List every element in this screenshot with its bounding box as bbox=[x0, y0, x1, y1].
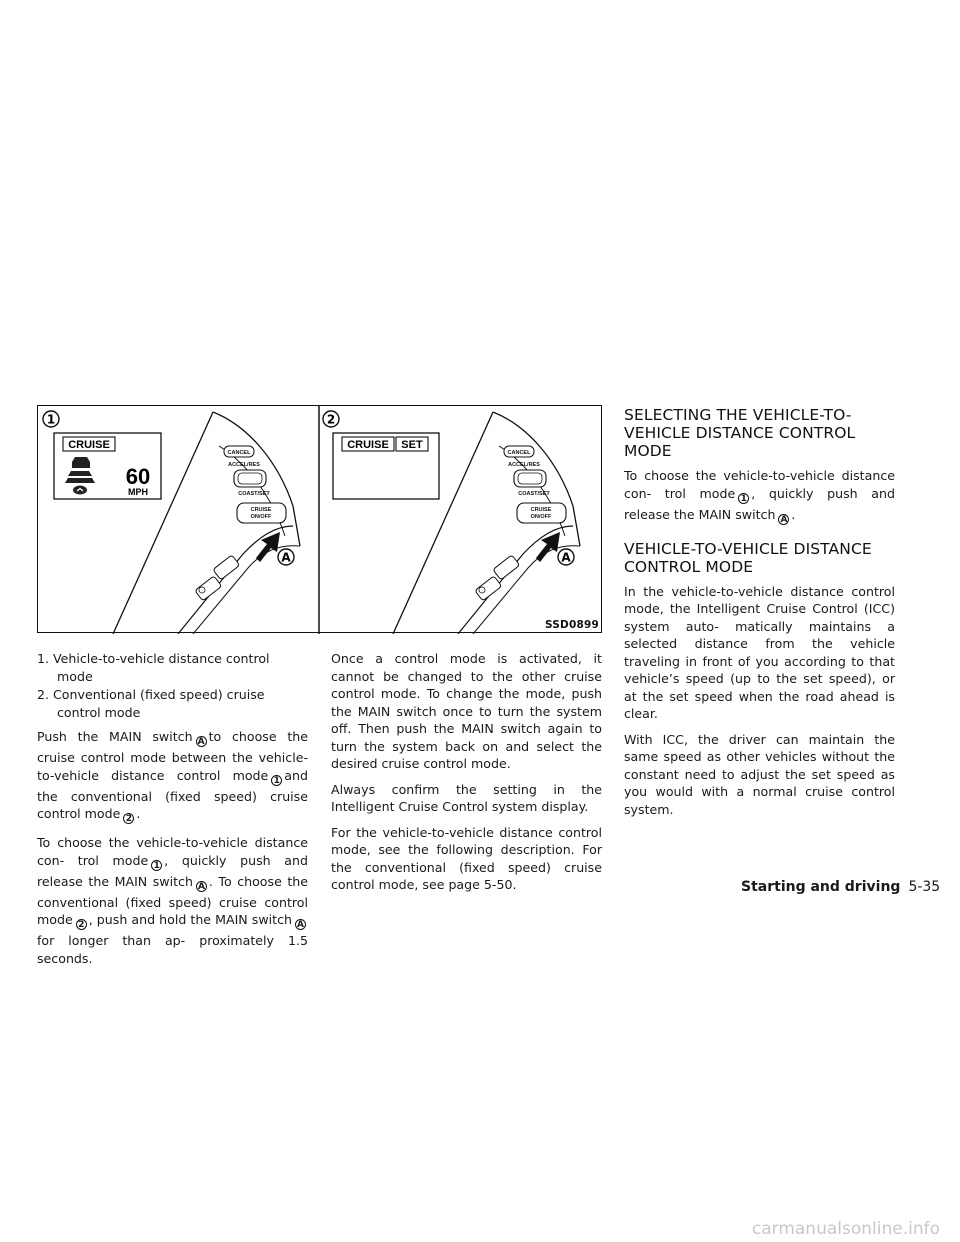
callout-1-marker: 1 bbox=[270, 774, 283, 788]
section-name: Starting and driving bbox=[741, 879, 901, 895]
svg-text:CRUISE: CRUISE bbox=[530, 507, 552, 513]
column-3 bbox=[624, 406, 895, 826]
paragraph: Always confirm the setting in the Intelligent Cruise Control system display. bbox=[331, 781, 602, 814]
paragraph: In the vehicle-to-vehicle distance control mode, the Intelligent Cruise Control (ICC) system auto- matically maintains a selected distance from the vehicle traveling in front of you according to that vehicle’s speed (up to the set speed), or at the set speed when the road ahead is clear. bbox=[624, 583, 895, 721]
paragraph: For the vehicle-to-vehicle distance control mode, see the following description. For the conventional (fixed speed) cruise control mode, see page 5-50. bbox=[331, 824, 602, 892]
page-footer bbox=[741, 879, 941, 895]
paragraph: Push the MAIN switch A to choose the cruise control mode between the vehicle-to-vehicle distance control mode 1 and the conventional (fixed speed) cruise control mode 2 . bbox=[37, 729, 308, 824]
page-number: 5-35 bbox=[908, 879, 941, 895]
paragraph: To choose the vehicle-to-vehicle distance con- trol mode 1 , quickly push and release the MAIN switch A . bbox=[624, 468, 895, 525]
figure-illustration bbox=[38, 406, 603, 634]
svg-text:ACCEL/RES: ACCEL/RES bbox=[508, 462, 540, 468]
callout-1-marker: 1 bbox=[737, 492, 750, 506]
vehicle-ahead-icon bbox=[72, 457, 90, 468]
callout-a-2: A bbox=[561, 550, 571, 565]
callout-a-marker: A bbox=[777, 513, 790, 527]
mode-list bbox=[37, 650, 308, 721]
svg-text:COAST/SET: COAST/SET bbox=[518, 491, 550, 497]
panel-1 bbox=[43, 411, 300, 634]
figure-code: SSD0899 bbox=[545, 619, 599, 631]
section-heading: VEHICLE-TO-VEHICLE DISTANCE CONTROL MODE bbox=[624, 539, 872, 576]
list-item: 2. Conventional (fixed speed) cruise control mode bbox=[37, 687, 265, 720]
watermark: carmanualsonline.info bbox=[751, 1219, 940, 1239]
paragraph: With ICC, the driver can maintain the same speed as other vehicles without the constant need to adjust the set speed as you would with a normal cruise control system. bbox=[624, 731, 895, 817]
callout-1-marker: 1 bbox=[150, 859, 163, 873]
callout-2-marker: 2 bbox=[75, 918, 88, 932]
distance-bar-icon bbox=[68, 471, 92, 476]
paragraph: To choose the vehicle-to-vehicle distance con- trol mode 1 , quickly push and release the MAIN switch A . To choose the conventional (fixed speed) cruise control mode 2 , push and hold the MAIN switch Afor longer than ap- proximately 1.5 seconds. bbox=[37, 835, 308, 966]
callout-2-marker: 2 bbox=[122, 812, 135, 826]
panel-2 bbox=[323, 411, 580, 634]
paragraph: Once a control mode is activated, it cannot be changed to the other cruise control mode. To change the mode, push the MAIN switch once to turn the system off. Then push the MAIN switch again to turn the system back on and select the desired cruise control mode. bbox=[331, 651, 602, 771]
accel-switch-label: ACCEL/RES bbox=[228, 462, 260, 468]
display-speed: 60 bbox=[125, 464, 151, 489]
panel-2-number: 2 bbox=[326, 412, 336, 427]
coast-switch-label: COAST/SET bbox=[238, 491, 270, 497]
cancel-switch-label: CANCEL bbox=[227, 450, 251, 456]
panel-1-number: 1 bbox=[46, 412, 56, 427]
section-heading: SELECTING THE VEHICLE-TO-VEHICLE DISTANCE CONTROL MODE bbox=[624, 406, 856, 460]
svg-text:CANCEL: CANCEL bbox=[507, 450, 531, 456]
press-arrow-icon-2 bbox=[536, 532, 560, 562]
cruise-switch-label: CRUISE bbox=[250, 507, 272, 513]
callout-a-marker: A bbox=[195, 735, 208, 749]
display-cruise-label-2: CRUISE bbox=[347, 439, 389, 451]
callout-a-marker: A bbox=[195, 880, 208, 894]
column-1 bbox=[37, 650, 308, 975]
callout-a-marker: A bbox=[294, 918, 307, 932]
list-item: 1. Vehicle-to-vehicle distance control mode bbox=[37, 651, 270, 684]
press-arrow-icon bbox=[256, 532, 280, 562]
display-set-label: SET bbox=[401, 439, 423, 451]
svg-text:ON/OFF: ON/OFF bbox=[530, 514, 552, 520]
display-speed-unit: MPH bbox=[128, 487, 148, 497]
own-vehicle-icon bbox=[73, 486, 87, 495]
display-cruise-label: CRUISE bbox=[68, 439, 110, 451]
svg-text:ON/OFF: ON/OFF bbox=[250, 514, 272, 520]
callout-a-1: A bbox=[281, 550, 291, 565]
column-2 bbox=[331, 650, 602, 902]
figure-cruise-switch bbox=[37, 405, 602, 633]
